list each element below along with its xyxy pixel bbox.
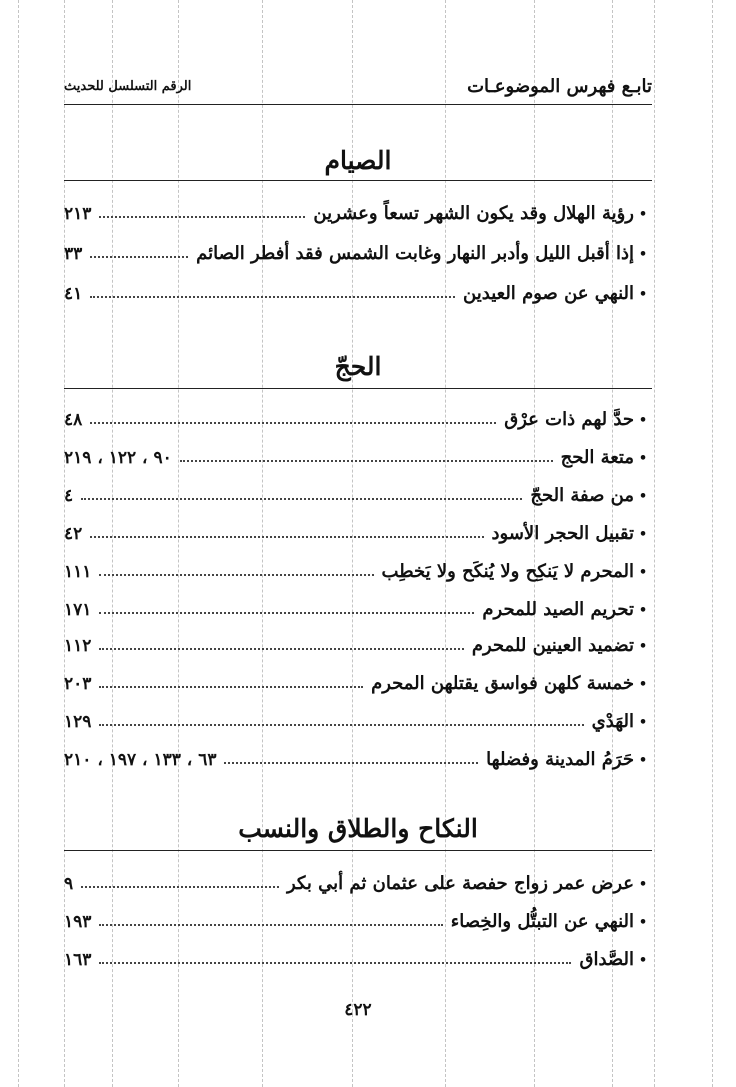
section-rule	[64, 388, 652, 389]
dot-leader	[81, 886, 279, 888]
entry-pages: ١٢٩	[64, 712, 92, 732]
entry-pages: ٩	[64, 874, 74, 894]
dot-leader	[180, 460, 553, 462]
entry-text: المحرم لا يَنكِح ولا يُنكَح ولا يَخطِب	[381, 561, 634, 582]
entry-pages: ١٩٣	[64, 912, 92, 932]
entry-pages: ٤	[64, 486, 74, 506]
entry-pages: ٣٣	[64, 244, 83, 264]
entry-pages: ١١٢	[64, 636, 92, 656]
bullet-icon: •	[638, 527, 648, 542]
index-entry	[64, 236, 652, 264]
bullet-icon: •	[638, 247, 648, 262]
index-entry	[64, 704, 652, 732]
dot-leader	[99, 612, 474, 614]
dot-leader	[90, 422, 496, 424]
bullet-icon: •	[638, 715, 648, 730]
header-column-label: الرقم التسلسل للحديث	[64, 79, 192, 94]
index-entry	[64, 478, 652, 506]
index-entry	[64, 866, 652, 894]
entry-text: متعة الحج	[560, 447, 634, 468]
bullet-icon: •	[638, 639, 648, 654]
dot-leader	[99, 924, 442, 926]
section-title-siyam: الصيام	[324, 146, 392, 175]
dot-leader	[99, 216, 305, 218]
dot-leader	[81, 498, 522, 500]
dot-leader	[90, 536, 483, 538]
entry-text: تقبيل الحجر الأسود	[491, 523, 634, 544]
index-entry	[64, 516, 652, 544]
bullet-icon: •	[638, 287, 648, 302]
entry-text: الصَّداق	[579, 949, 634, 970]
entry-text: إذا أقبل الليل وأدبر النهار وغابت الشمس فقد أفطر الصائم	[196, 243, 634, 264]
header-index-title: تابـع فهرس الموضوعـات	[467, 76, 652, 97]
entry-pages: ٤٢	[64, 524, 83, 544]
scan-line	[18, 0, 19, 1087]
entry-pages: ١٧١	[64, 600, 92, 620]
dot-leader	[99, 648, 463, 650]
entry-pages: ٢٠٣	[64, 674, 92, 694]
page-number: ٤٢٢	[344, 1000, 372, 1020]
index-entry	[64, 196, 652, 224]
entry-pages: ٩٠ ، ١٢٢ ، ٢١٩	[64, 448, 172, 468]
bullet-icon: •	[638, 603, 648, 618]
index-entry	[64, 742, 652, 770]
bullet-icon: •	[638, 413, 648, 428]
bullet-icon: •	[638, 753, 648, 768]
index-entry	[64, 554, 652, 582]
entry-text: النهي عن صوم العيدين	[463, 283, 634, 304]
entry-text: الهَدْي	[591, 711, 634, 732]
section-rule	[64, 180, 652, 181]
entry-pages: ٤١	[64, 284, 83, 304]
entry-text: رؤية الهلال وقد يكون الشهر تسعاً وعشرين	[313, 203, 634, 224]
dot-leader	[224, 762, 478, 764]
index-entry	[64, 666, 652, 694]
entry-pages: ٦٣ ، ١٣٣ ، ١٩٧ ، ٢١٠	[64, 750, 217, 770]
entry-text: حَرَمُ المدينة وفضلها	[486, 749, 634, 770]
bullet-icon: •	[638, 953, 648, 968]
section-rule	[64, 850, 652, 851]
entry-text: تضميد العينين للمحرم	[471, 635, 634, 656]
dot-leader	[99, 574, 373, 576]
dot-leader	[99, 962, 571, 964]
index-entry	[64, 276, 652, 304]
index-entry	[64, 402, 652, 430]
scan-line	[654, 0, 655, 1087]
dot-leader	[99, 686, 363, 688]
index-entry	[64, 904, 652, 932]
bullet-icon: •	[638, 915, 648, 930]
section-title-nikah: النكاح والطلاق والنسب	[238, 814, 478, 843]
entry-text: خمسة كلهن فواسق يقتلهن المحرم	[371, 673, 634, 694]
dot-leader	[99, 724, 583, 726]
running-header	[64, 74, 652, 105]
bullet-icon: •	[638, 489, 648, 504]
entry-pages: ٢١٣	[64, 204, 92, 224]
bullet-icon: •	[638, 207, 648, 222]
dot-leader	[90, 296, 455, 298]
entry-text: النهي عن التبتُّل والخِصاء	[450, 911, 634, 932]
dot-leader	[90, 256, 188, 258]
index-entry	[64, 592, 652, 620]
bullet-icon: •	[638, 451, 648, 466]
entry-text: حدَّ لهم ذات عرْق	[504, 409, 634, 430]
bullet-icon: •	[638, 677, 648, 692]
entry-pages: ١٦٣	[64, 950, 92, 970]
section-title-hajj: الحجّ	[334, 352, 382, 381]
index-entry	[64, 942, 652, 970]
bullet-icon: •	[638, 877, 648, 892]
scan-line	[712, 0, 713, 1087]
index-entry	[64, 440, 652, 468]
entry-pages: ١١١	[64, 562, 92, 582]
entry-text: عرض عمر زواج حفصة على عثمان ثم أبي بكر	[286, 873, 634, 894]
entry-text: من صفة الحجّ	[530, 485, 634, 506]
bullet-icon: •	[638, 565, 648, 580]
index-entry	[64, 628, 652, 656]
entry-pages: ٤٨	[64, 410, 83, 430]
entry-text: تحريم الصيد للمحرم	[482, 599, 634, 620]
